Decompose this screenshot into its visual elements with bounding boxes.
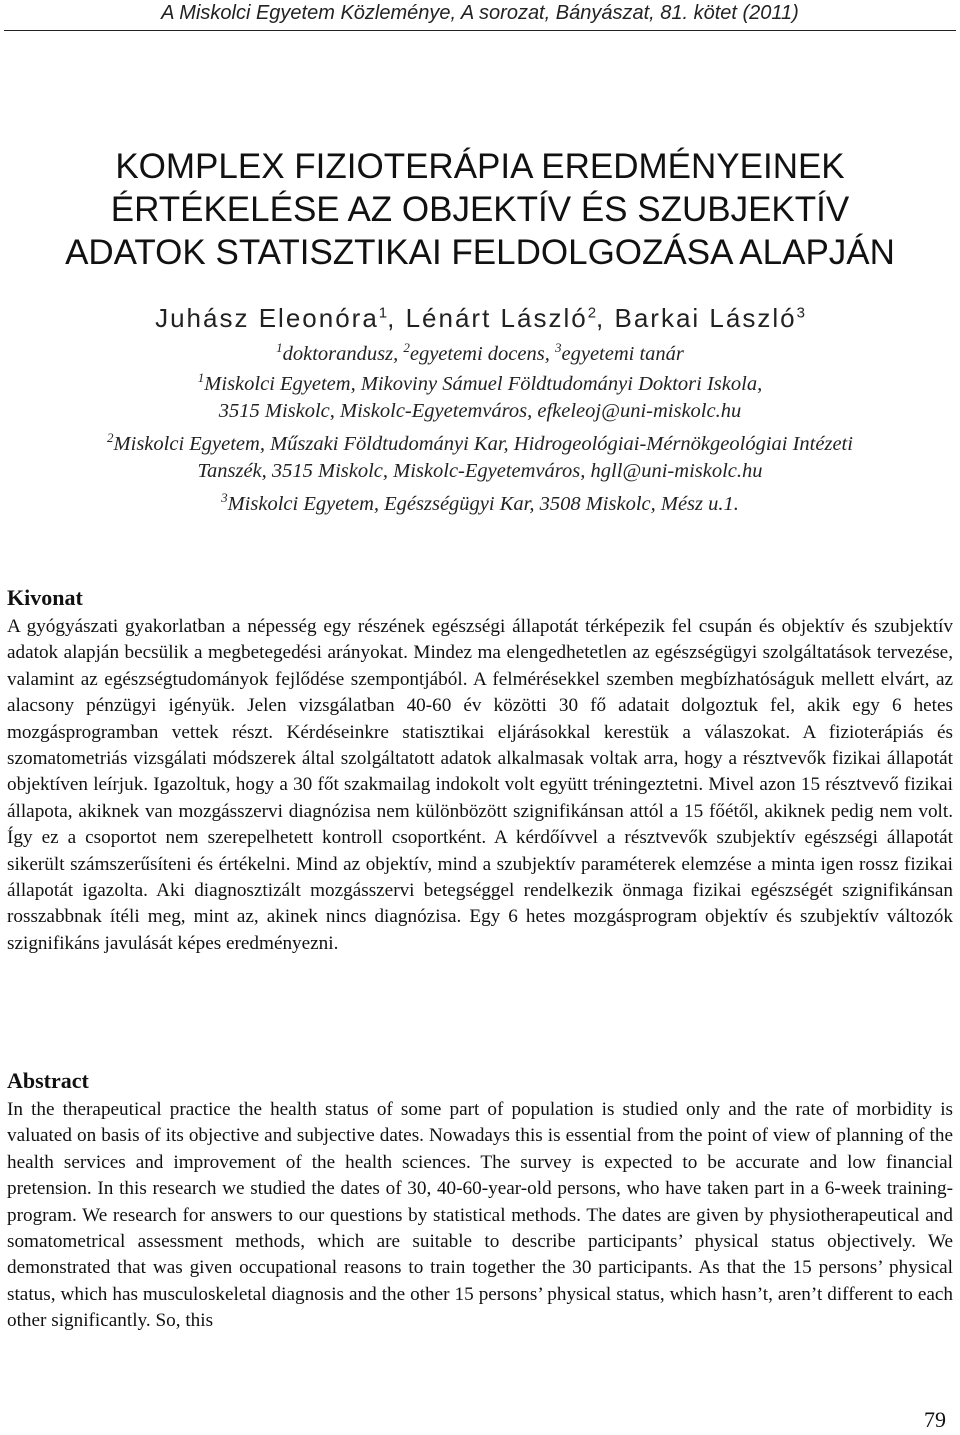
- affiliation-mark: 2: [107, 430, 114, 445]
- author-list: Juhász Eleonóra$^1$, Lénárt László$^2$, Barkai László$^3$: [155, 303, 805, 333]
- header-rule: [4, 30, 956, 31]
- affiliation-text: Miskolci Egyetem, Egészségügyi Kar, 3508 Miskolc, Mész u.1.: [227, 492, 739, 515]
- affiliation-1: [0, 370, 960, 396]
- role-text: egyetemi tanár: [561, 342, 684, 365]
- author-name: Lénárt László: [405, 303, 588, 333]
- affiliation-text: Miskolci Egyetem, Műszaki Földtudományi Kar, Hidrogeológiai-Mérnökgeológiai Intézeti: [113, 432, 853, 455]
- affiliation-3: [0, 490, 960, 516]
- abstract-heading: Abstract: [7, 1068, 89, 1093]
- author-roles: [0, 340, 960, 366]
- affiliation-mark: 3: [221, 490, 228, 505]
- author-mark: 1: [378, 304, 388, 322]
- title-line: ÉRTÉKELÉSE AZ OBJEKTÍV ÉS SZUBJEKTÍV: [110, 190, 850, 229]
- role-text: egyetemi docens,: [409, 342, 550, 365]
- title-line: ADATOK STATISZTIKAI FELDOLGOZÁSA ALAPJÁN: [65, 233, 895, 272]
- abstract-text: In the therapeutical practice the health status of some part of population is studied only and the rate of morbidity is valuated on basis of its objective and subjective dates. Nowadays this is essential from the point of view of planning of the health services and improvement of the health sciences. The survey is expected to be accurate and low financial pretension. In this research we studied the dates of 30, 40-60-year-old persons, who have taken part in a 6-week training-program. We research for answers to our questions by statistical methods. The dates are given by physiotherapeutical and somatometrical assessment methods, which are suitable to describe participants’ physical status objectively. We demonstrated that was given occupational reasons to train together the 30 participants. As that the 15 persons’ physical status, which has musculoskeletal diagnosis and the other 15 persons’ physical status, which hasn’t, aren’t different to each other significantly. So, this: [7, 1099, 953, 1332]
- role-text: doktorandusz,: [282, 342, 399, 365]
- affiliation-mark: 1: [197, 370, 205, 385]
- affiliation-text: Miskolci Egyetem, Mikoviny Sámuel Földtudományi Doktori Iskola,: [204, 372, 763, 395]
- author-mark: 2: [587, 304, 597, 322]
- kivonat-text: A gyógyászati gyakorlatban a népesség egy részének egészségi állapotát térképezik fel csupán és objektív és szubjektív adatok alapján becsülik a megbetegedési arányokat. Mindez ma elengedhetetlen az egészségügyi szolgáltatások tervezése, valamint az egészségtudományok fejlődése szempontjából. A felmérésekkel szemben megbízhatóságuk mellett elvárt, az alacsony pénzügyi igényük. Jelen vizsgálatban 40-60 év közötti 30 fő adatait dolgoztuk fel, akik egy 6 hetes mozgásprogramban vettek részt. Kérdéseinkre statisztikai eljárásokkal kerestük a válaszokat. A fizioterápiás és szomatometriás vizsgálati módszerek által szolgáltatott adatok alkalmasak voltak arra, hogy a résztvevők fizikai állapotát objektíven leírjuk. Igazoltuk, hogy a 30 főt szakmailag indokolt volt együtt tréningeztetni. Mivel azon 15 résztvevő fizikai állapota, akiknek van mozgásszervi diagnózisa nem különbözött szignifikánsan attól a 15 főétől, akiknek pedig nem volt. Így ez a csoportot nem szerepelhetett kontroll csoportként. A kérdőívvel a résztvevők szubjektív egészségi állapotát sikerült számszerűsíteni és értékelni. Mind az objektív, mind a szubjektív paraméterek elemzése a minta igen rossz fizikai állapotát igazolta. Aki diagnosztizált mozgásszervi betegséggel rendelkezik önmaga fizikai egészségét szignifikánsan rosszabbnak ítéli meg, mint az, akinek nincs diagnózisa. Egy 6 hetes mozgásprogram objektív és szubjektív változók szignifikáns javulását képes eredményezni.: [7, 616, 953, 954]
- kivonat-heading: Kivonat: [7, 585, 83, 610]
- page-number: 79: [924, 1407, 946, 1432]
- title-line: KOMPLEX FIZIOTERÁPIA EREDMÉNYEINEK: [115, 147, 845, 186]
- affiliation-1-address: 3515 Miskolc, Miskolc-Egyetemváros, efkeleoj@uni-miskolc.hu: [218, 400, 742, 422]
- role-mark: 3: [555, 340, 562, 355]
- running-header: A Miskolci Egyetem Közleménye, A sorozat, Bányászat, 81. kötet (2011): [161, 2, 799, 24]
- author-name: Barkai László: [614, 303, 797, 333]
- article-title: [0, 145, 960, 274]
- affiliation-2-address: Tanszék, 3515 Miskolc, Miskolc-Egyetemváros, hgll@uni-miskolc.hu: [197, 460, 763, 482]
- affiliation-2: [0, 430, 960, 456]
- role-mark: 1: [276, 340, 283, 355]
- author-mark: 3: [796, 304, 805, 322]
- author-name: Juhász Eleonóra: [155, 303, 379, 333]
- role-mark: 2: [403, 340, 410, 355]
